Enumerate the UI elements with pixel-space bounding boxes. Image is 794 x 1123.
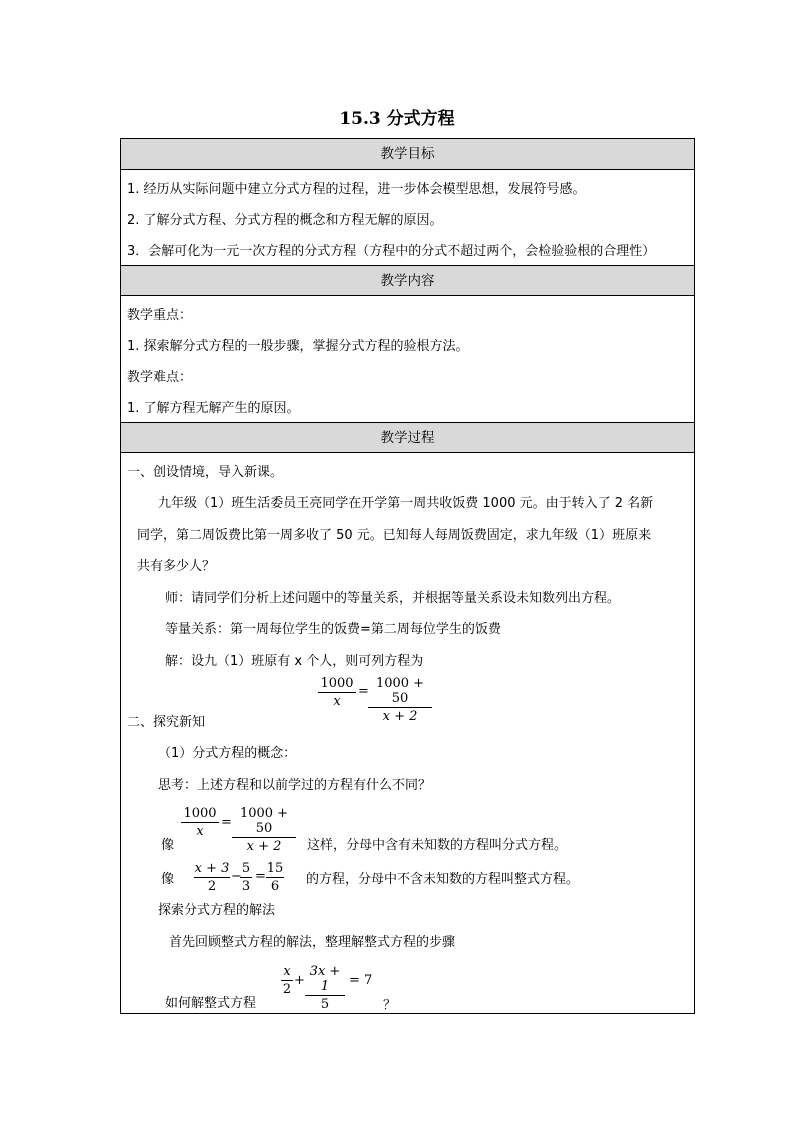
fraction: 1000 x: [181, 806, 219, 839]
fractional-definition: 这样，分母中含有未知数的方程叫分式方程。: [307, 838, 568, 853]
fraction: 5 3: [241, 861, 251, 894]
minus-sign: −: [231, 869, 242, 884]
part1-title: 一、创设情境，导入新课。: [127, 465, 284, 480]
review-steps: 首先回顾整式方程的解法，整理解整式方程的步骤: [169, 935, 456, 950]
fraction: x + 3 2: [194, 861, 230, 894]
objective-1: 1. 经历从实际问题中建立分式方程的过程，进一步体会模型思想，发展符号感。: [127, 182, 586, 197]
equals-sign: =: [221, 815, 232, 830]
integral-definition: 的方程，分母中不含未知数的方程叫整式方程。: [306, 872, 580, 887]
question-mark: ？: [383, 998, 397, 1013]
how-to-solve: 如何解整式方程: [165, 996, 257, 1011]
objectives-header: 教学目标: [121, 138, 694, 170]
fraction: 1000 + 50 x + 2: [232, 806, 296, 854]
equation-rhs: = 7: [349, 973, 373, 988]
objective-2: 2. 了解分式方程、分式方程的概念和方程无解的原因。: [127, 213, 443, 228]
equals-sign: =: [358, 684, 369, 699]
difficulty-label: 教学难点：: [127, 370, 193, 385]
problem-line-1: 九年级（1）班生活委员王亮同学在开学第一周共收饭费 1000 元。由于转入了 2 名新: [158, 496, 654, 511]
fraction: 1000 + 50 x + 2: [368, 676, 432, 724]
think-question: 思考：上述方程和以前学过的方程有什么不同？: [158, 778, 432, 793]
process-header: 教学过程: [121, 422, 694, 453]
solution-setup: 解：设九（1）班原有 x 个人，则可列方程为: [165, 654, 424, 669]
problem-line-2: 同学，第二周饭费比第一周多收了 50 元。已知每人每周饭费固定，求九年级（1）班原来: [137, 528, 652, 543]
key-points-label: 教学重点：: [127, 308, 193, 323]
like-prefix-1: 像: [161, 838, 175, 853]
content-header: 教学内容: [121, 265, 694, 296]
equality-relation: 等量关系：第一周每位学生的饭费=第二周每位学生的饭费: [165, 622, 501, 637]
part2-title: 二、探究新知: [127, 715, 206, 730]
concept-title: （1）分式方程的概念：: [158, 746, 297, 761]
like-prefix-2: 像: [161, 872, 175, 887]
problem-line-3: 共有多少人？: [137, 559, 216, 574]
teacher-prompt: 师：请同学们分析上述问题中的等量关系，并根据等量关系设未知数列出方程。: [165, 591, 621, 606]
key-point-item: 1. 探索解分式方程的一般步骤，掌握分式方程的验根方法。: [127, 339, 469, 354]
equals-sign: =: [255, 869, 266, 884]
page-title: 15.3 分式方程: [339, 109, 455, 129]
difficulty-item: 1. 了解方程无解产生的原因。: [127, 401, 300, 416]
plus-sign: +: [294, 973, 305, 988]
objective-3: 3．会解可化为一元一次方程的分式方程（方程中的分式不超过两个，会检验验根的合理性）: [127, 244, 656, 259]
fraction: 1000 x: [318, 676, 356, 709]
fraction: x 2: [282, 964, 292, 997]
explore-solution: 探索分式方程的解法: [158, 903, 276, 918]
fraction: 3x + 1 5: [305, 964, 345, 1012]
fraction: 15 6: [266, 861, 284, 894]
